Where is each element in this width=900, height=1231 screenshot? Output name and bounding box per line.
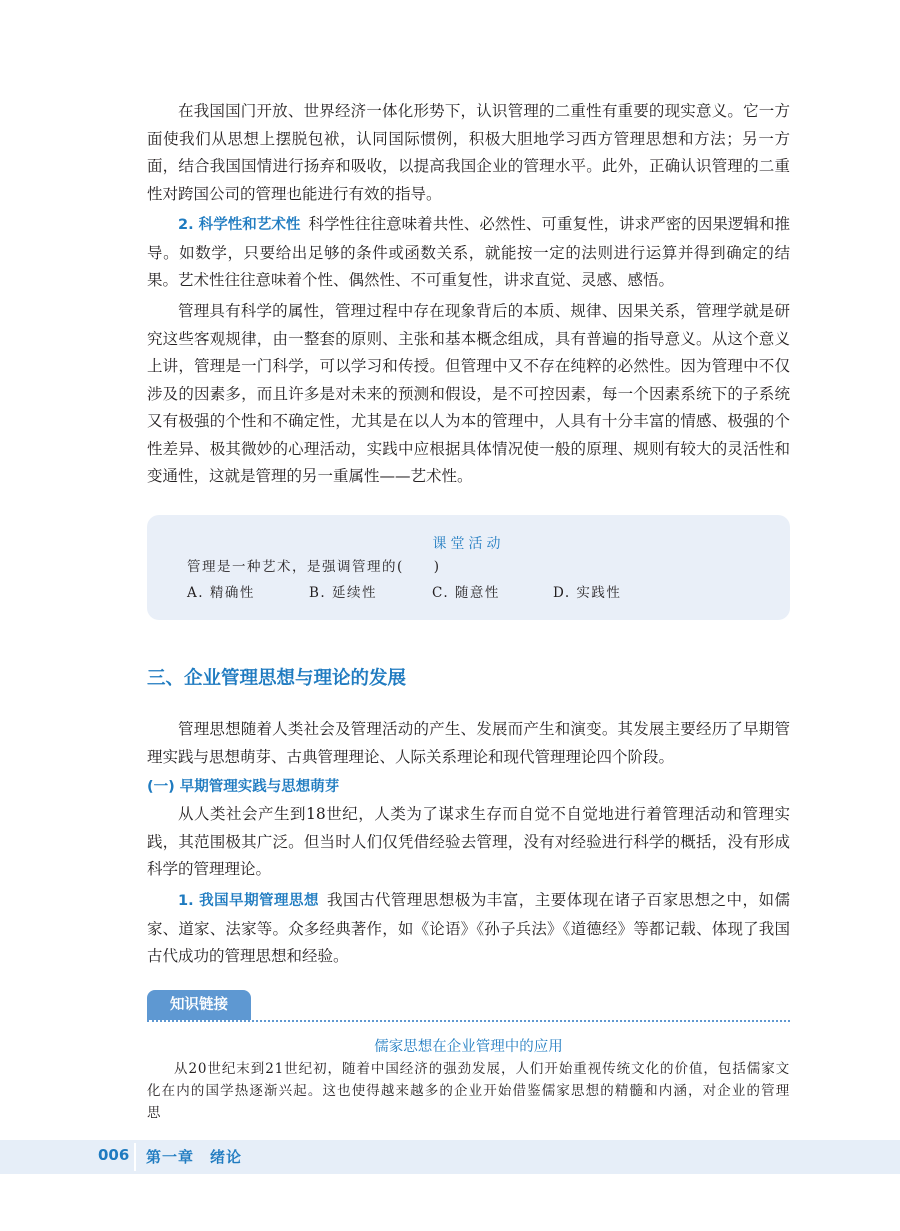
footer-divider <box>134 1143 136 1171</box>
chapter-label: 第一章 绪论 <box>146 1148 243 1166</box>
paragraph-management-attributes: 管理具有科学的属性，管理过程中存在现象背后的本质、规律、因果关系，管理学就是研究这些客观规律，由一整套的原则、主张和基本概念组成，具有普遍的指导意义。从这个意义上讲，管理是一门科学，可以学习和传授。但管理中又不存在纯粹的必然性。因为管理中不仅涉及的因素多，而且许多是对未来的预测和假设，是不可控因素，每一个因素系统下的子系统又有极强的个性和不确定性，尤其是在以人为本的管理中，人具有十分丰富的情感、极强的个性差异、极其微妙的心理活动，实践中应根据具体情况使一般的原理、规则有较大的灵活性和变通性，这就是管理的另一重属性——艺术性。 <box>147 302 790 485</box>
section-intro: 管理思想随着人类社会及管理活动的产生、发展而产生和演变。其发展主要经历了早期管理实践与思想萌芽、古典管理理论、人际关系理论和现代管理理论四个阶段。 <box>147 720 790 766</box>
knowledge-link-title: 儒家思想在企业管理中的应用 <box>374 1039 563 1055</box>
subsection-title: (一) 早期管理实践与思想萌芽 <box>147 779 340 795</box>
knowledge-link-tab: 知识链接 <box>147 990 251 1020</box>
activity-option-d: D. 实践性 <box>553 585 622 601</box>
paragraph-early-thought <box>147 887 790 971</box>
activity-option-a: A. 精确性 <box>187 585 255 601</box>
activity-option-c: C. 随意性 <box>432 585 500 601</box>
paragraph-science-art <box>147 211 790 295</box>
paragraph-dual-nature: 在我国国门开放、世界经济一体化形势下，认识管理的二重性有重要的现实意义。它一方面使我们从思想上摆脱包袱，认同国际惯例，积极大胆地学习西方管理思想和方法；另一方面，结合我国国情进行扬弃和吸收，以提高我国企业的管理水平。此外，正确认识管理的二重性对跨国公司的管理也能进行有效的指导。 <box>147 102 790 203</box>
knowledge-link-body: 从20世纪末到21世纪初，随着中国经济的强劲发展，人们开始重视传统文化的价值，包括儒家文化在内的国学热逐渐兴起。这也使得越来越多的企业开始借鉴儒家思想的精髓和内涵，对企业的管理思 <box>147 1061 790 1121</box>
activity-title: 课堂活动 <box>432 536 505 552</box>
paragraph-heading-science-art: 2. 科学性和艺术性 <box>178 217 301 233</box>
section-title: 三、企业管理思想与理论的发展 <box>147 668 407 689</box>
page-number: 006 <box>98 1146 130 1164</box>
activity-options <box>187 581 747 603</box>
paragraph-early-thought-text: 我国古代管理思想极为丰富，主要体现在诸子百家思想之中，如儒家、道家、法家等。众多经典著作，如《论语》《孙子兵法》《道德经》等都记载、体现了我国古代成功的管理思想和经验。 <box>147 891 790 965</box>
paragraph-heading-early-thought: 1. 我国早期管理思想 <box>178 893 319 909</box>
activity-question: 管理是一种艺术，是强调管理的( ) <box>187 559 441 575</box>
knowledge-link-divider <box>147 1020 790 1022</box>
activity-option-b: B. 延续性 <box>309 585 378 601</box>
subsection-paragraph: 从人类社会产生到18世纪，人类为了谋求生存而自觉不自觉地进行着管理活动和管理实践，其范围极其广泛。但当时人们仅凭借经验去管理，没有对经验进行科学的概括，没有形成科学的管理理论。 <box>147 805 790 878</box>
classroom-activity-box <box>147 515 790 620</box>
paragraph-science-art-text: 科学性往往意味着共性、必然性、可重复性，讲求严密的因果逻辑和推导。如数学，只要给出足够的条件或函数关系，就能按一定的法则进行运算并得到确定的结果。艺术性往往意味着个性、偶然性、不可重复性，讲求直觉、灵感、感悟。 <box>147 215 790 289</box>
